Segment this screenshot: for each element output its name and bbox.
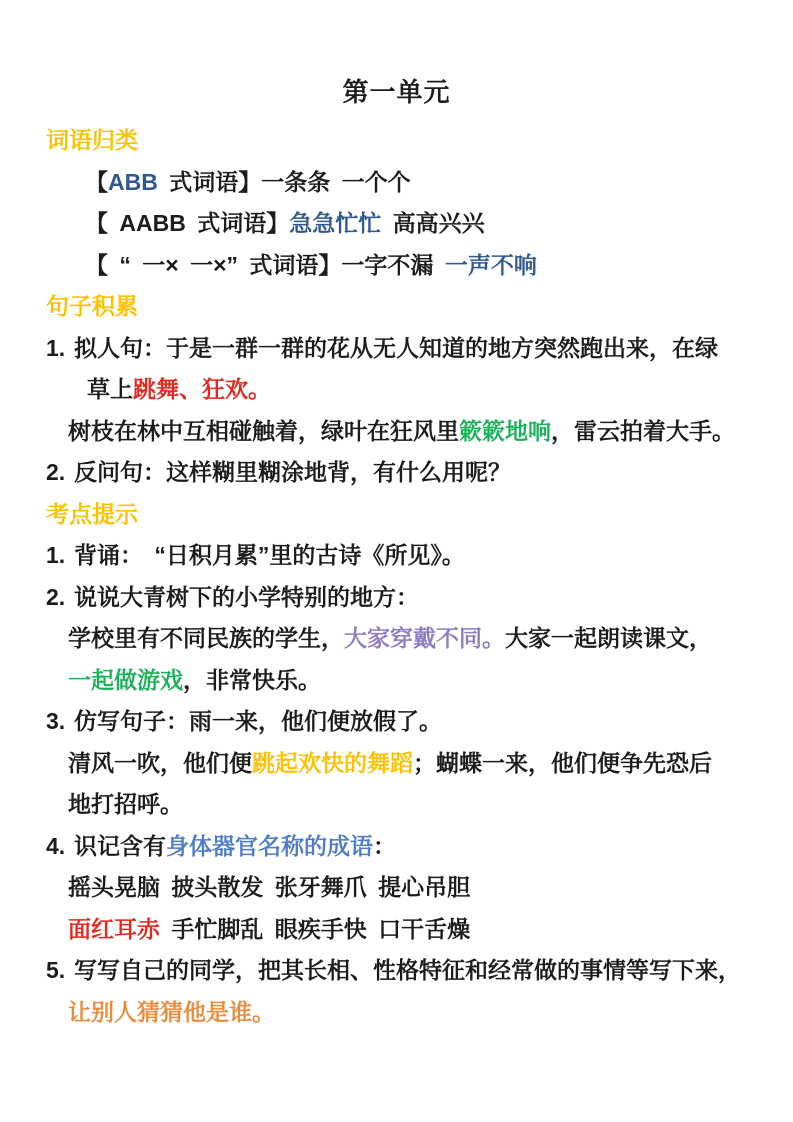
section-heading-exam-points bbox=[46, 494, 755, 536]
text-segment: 拟人句：于是一群一群的花从无人知道的地方突然跑出来，在绿 bbox=[74, 334, 718, 361]
text-segment: 清风一吹，他们便 bbox=[68, 749, 252, 776]
text-segment: 【 AABB 式词语】 bbox=[85, 210, 290, 236]
text-segment: 写写自己的同学，把其长相、性格特征和经常做的事情等写下来， bbox=[74, 957, 741, 983]
text-segment: 地打招呼。 bbox=[68, 791, 183, 817]
text-segment: 大家一起朗读课文， bbox=[505, 625, 712, 651]
text-segment: ；蝴蝶一来，他们便争先恐后 bbox=[413, 749, 712, 776]
text-line bbox=[46, 577, 755, 619]
text-segment: 仿写句子：雨一来，他们便放假了。 bbox=[74, 708, 442, 734]
text-line bbox=[46, 162, 755, 204]
text-segment: 让别人猜猜他是谁。 bbox=[68, 998, 275, 1025]
section-heading-sentences bbox=[46, 286, 755, 328]
text-segment: 一声不响 bbox=[444, 251, 537, 278]
text-line bbox=[46, 660, 755, 702]
text-segment: 句子积累 bbox=[46, 293, 138, 319]
text-line bbox=[46, 369, 755, 411]
text-line bbox=[46, 328, 755, 370]
text-segment: 身体器官名称的成语 bbox=[166, 832, 373, 859]
text-line bbox=[46, 203, 755, 245]
text-segment: 高高兴兴 bbox=[381, 210, 485, 236]
text-segment: 词语归类 bbox=[46, 127, 138, 153]
text-line bbox=[46, 867, 755, 909]
text-line bbox=[46, 909, 755, 951]
text-segment: 簌簌地响 bbox=[459, 417, 551, 444]
text-segment: 【 bbox=[85, 168, 108, 195]
text-line bbox=[46, 411, 755, 453]
list-number: 2. bbox=[46, 583, 66, 610]
text-segment: 手忙脚乱 眼疾手快 口干舌燥 bbox=[160, 915, 471, 942]
text-line bbox=[46, 826, 755, 868]
list-number: 4. bbox=[46, 832, 66, 859]
text-line bbox=[46, 950, 755, 992]
text-segment: 【 “ 一× 一×” 式词语】一字不漏 bbox=[85, 251, 445, 278]
list-number: 5. bbox=[46, 957, 66, 983]
text-line bbox=[46, 992, 755, 1034]
text-segment: 考点提示 bbox=[46, 500, 138, 527]
text-segment: 大家穿戴不同。 bbox=[344, 625, 505, 651]
text-segment: 树枝在林中互相碰触着，绿叶在狂风里 bbox=[68, 417, 459, 444]
list-number: 3. bbox=[46, 708, 66, 734]
text-segment: 急急忙忙 bbox=[289, 210, 382, 236]
text-segment: 反问句：这样糊里糊涂地背，有什么用呢？ bbox=[74, 459, 511, 485]
text-segment: 跳起欢快的舞蹈 bbox=[252, 749, 413, 776]
text-line bbox=[46, 535, 755, 577]
page-title: 第一单元 bbox=[342, 77, 451, 107]
text-segment: 识记含有 bbox=[74, 832, 166, 859]
text-segment: ABB bbox=[108, 168, 158, 195]
list-number: 2. bbox=[46, 459, 66, 485]
list-number: 1. bbox=[46, 334, 66, 361]
text-line bbox=[46, 743, 755, 785]
text-line bbox=[46, 245, 755, 287]
text-segment: 说说大青树下的小学特别的地方： bbox=[74, 583, 419, 610]
text-line bbox=[46, 701, 755, 743]
text-segment: 草上 bbox=[87, 376, 133, 402]
text-line bbox=[46, 618, 755, 660]
document-content bbox=[0, 120, 793, 1033]
text-segment: ，非常快乐。 bbox=[183, 666, 321, 693]
text-segment: 式词语】一条条 一个个 bbox=[157, 168, 411, 195]
text-segment: 面红耳赤 bbox=[68, 915, 160, 942]
text-line bbox=[46, 784, 755, 826]
text-segment: 学校里有不同民族的学生， bbox=[68, 625, 344, 651]
text-segment: ： bbox=[373, 832, 396, 859]
text-segment: 摇头晃脑 披头散发 张牙舞爪 提心吊胆 bbox=[68, 874, 471, 900]
text-segment: ，雷云拍着大手。 bbox=[551, 417, 735, 444]
list-number: 1. bbox=[46, 542, 66, 568]
text-segment: 跳舞、狂欢。 bbox=[133, 376, 271, 402]
text-segment: 背诵： “日积月累”里的古诗《所见》。 bbox=[74, 542, 465, 568]
text-segment: 一起做游戏 bbox=[68, 666, 183, 693]
section-heading-words bbox=[46, 120, 755, 162]
text-line bbox=[46, 452, 755, 494]
